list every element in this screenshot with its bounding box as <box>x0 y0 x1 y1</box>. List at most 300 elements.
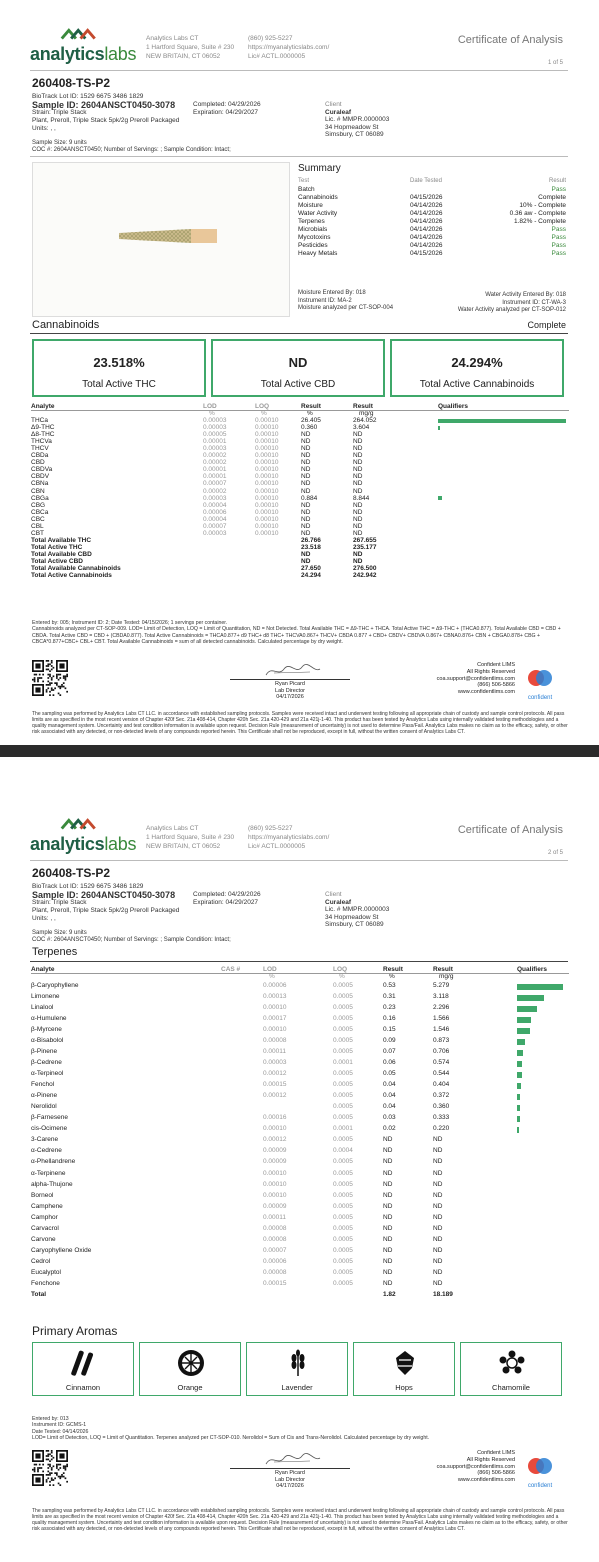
analyte-name: CBDV <box>31 473 50 481</box>
result-percent: ND <box>301 515 311 523</box>
table-row <box>31 424 571 431</box>
result-percent: ND <box>383 1147 393 1155</box>
table-row <box>31 1256 571 1267</box>
cinnamon-icon <box>69 1347 99 1379</box>
result-percent: ND <box>301 508 311 516</box>
summary-result: Pass <box>551 250 566 257</box>
table-row <box>31 1090 571 1101</box>
result-bar <box>517 1105 520 1111</box>
summary-test: Batch <box>298 186 315 193</box>
lab-contact: (860) 925-5227 https://myanalyticslabs.com/ Lic# ACTL.0000005 <box>248 35 330 60</box>
summary-row <box>298 250 566 258</box>
analyte-name: CBC <box>31 515 45 523</box>
loq-value: 0.0005 <box>333 1158 353 1166</box>
result-mg: ND <box>433 1136 443 1144</box>
total-name: Total Active THC <box>31 543 83 551</box>
result-percent: ND <box>301 438 311 446</box>
result-mg: 3.604 <box>353 424 370 432</box>
result-mg: ND <box>433 1169 443 1177</box>
loq-value: 0.0005 <box>333 1048 353 1056</box>
table-header <box>31 966 571 973</box>
table-header <box>31 403 571 410</box>
result-mg: ND <box>353 452 363 460</box>
summary-test: Heavy Metals <box>298 250 338 257</box>
loq-value: 0.0005 <box>333 1169 353 1177</box>
disclaimer: The sampling was performed by Analytics Labs CT LLC. in accordance with established sampling protocols. Samples were received intact and underwent testing following all appropriate chain of custody and sample control protocols. All pass limits are as specified in the most recent version of Chapter 420f Sec. 21a 408-414, Chapter 420h Sec. 21a 420-429 and 21a 421j-1-40. This product has been tested by Analytics Labs using internally validated testing methodologies and a quality management system. Uncertainty and test condition information is available upon request. Decision Rule (measurement of uncertainty) is not used to determine Pass/Fail. Analytics Labs makes no claim as to the efficacy, safety, or other risk associated with any detected, or non-detected levels of any compounds reported herein. This Certificate shall not be reproduced, except in full, without the written consent of Analytics Labs CT. <box>32 711 568 735</box>
table-row <box>31 431 571 438</box>
analyte-name: Carvacrol <box>31 1224 59 1232</box>
total-mg: 18.189 <box>433 1290 453 1298</box>
confident-logo: confident <box>520 668 560 702</box>
total-mg: 267.655 <box>353 536 377 544</box>
result-percent: 0.03 <box>383 1114 396 1122</box>
result-percent: ND <box>383 1191 393 1199</box>
signatory: Ryan Picard Lab Director 04/17/2026 <box>275 1470 305 1489</box>
summary-test: Microbials <box>298 226 328 233</box>
table-row <box>31 480 571 487</box>
loq-value: 0.0001 <box>333 1125 353 1133</box>
result-mg: ND <box>353 466 363 474</box>
batch-id: 260408-TS-P2 <box>32 76 111 90</box>
loq-value: 0.0005 <box>333 1235 353 1243</box>
lod-value: 0.00003 <box>203 494 227 502</box>
table-row <box>31 1068 571 1079</box>
analyte-name: CBNa <box>31 480 49 488</box>
summary-row <box>298 202 566 210</box>
column-header: LOQ <box>255 403 270 410</box>
total-percent: 23.518 <box>301 543 321 551</box>
divider <box>30 156 568 157</box>
loq-value: 0.0005 <box>333 1246 353 1254</box>
summary-result: Complete <box>538 194 566 201</box>
table-row <box>31 1112 571 1123</box>
loq-value: 0.0001 <box>333 1059 353 1067</box>
result-percent: 26.405 <box>301 417 321 424</box>
lod-value: 0.00006 <box>203 508 227 516</box>
column-header: Analyte <box>31 403 55 410</box>
column-header: Analyte <box>31 966 55 973</box>
result-percent: ND <box>383 1268 393 1276</box>
result-percent: 0.15 <box>383 1026 396 1034</box>
summary-row <box>298 186 566 194</box>
signatory: Ryan Picard Lab Director 04/17/2026 <box>275 681 305 700</box>
table-row <box>31 1267 571 1278</box>
loq-value: 0.00010 <box>255 431 279 439</box>
result-percent: 0.16 <box>383 1015 396 1023</box>
table-row <box>31 1013 571 1024</box>
analyte-name: α-Pinene <box>31 1092 58 1100</box>
result-percent: 0.09 <box>383 1037 396 1045</box>
result-percent: 0.23 <box>383 1004 396 1012</box>
result-mg: ND <box>353 508 363 516</box>
result-bar <box>517 1061 522 1067</box>
table-row <box>31 530 571 537</box>
doc-title: Certificate of Analysis <box>457 824 563 836</box>
result-mg: 0.544 <box>433 1070 450 1078</box>
total-mg: 235.177 <box>353 543 377 551</box>
loq-value: 0.0004 <box>333 1147 353 1155</box>
result-mg: ND <box>433 1213 443 1221</box>
summary-panel <box>298 163 566 258</box>
table-row <box>31 438 571 445</box>
total-mg: 276.500 <box>353 565 377 573</box>
table-row <box>31 488 571 495</box>
unit-label: % <box>269 973 275 980</box>
summary-date: 04/14/2026 <box>410 210 443 217</box>
result-percent: ND <box>383 1246 393 1254</box>
coa-page-1 <box>0 0 599 745</box>
loq-value: 0.0005 <box>333 1202 353 1210</box>
aroma-label: Lavender <box>281 1383 313 1392</box>
table-row <box>31 509 571 516</box>
result-mg: 0.360 <box>433 1103 450 1111</box>
summary-result: 1.82% - Complete <box>513 218 566 225</box>
result-mg: ND <box>353 438 363 446</box>
page-separator <box>0 745 599 790</box>
loq-value: 0.0005 <box>333 1213 353 1221</box>
result-percent: 0.04 <box>383 1103 396 1111</box>
table-row <box>31 473 571 480</box>
table-row <box>31 1079 571 1090</box>
result-bar <box>517 1094 520 1100</box>
aroma-card <box>32 1342 134 1396</box>
unit-label: mg/g <box>439 973 454 980</box>
lod-value: 0.00004 <box>203 501 227 509</box>
analyte-name: CBD <box>31 459 45 467</box>
summary-result: 0.36 aw - Complete <box>509 210 566 217</box>
lod-value: 0.00001 <box>203 466 227 474</box>
loq-value: 0.00010 <box>255 508 279 516</box>
lod-value: 0.00003 <box>203 445 227 453</box>
analyte-name: CBG <box>31 501 46 509</box>
result-bar <box>517 1072 522 1078</box>
loq-value: 0.00010 <box>255 417 279 424</box>
result-mg: ND <box>433 1257 443 1265</box>
units-row <box>31 973 571 980</box>
table-row <box>31 1156 571 1167</box>
aroma-label: Hops <box>395 1383 413 1392</box>
lod-value: 0.00012 <box>263 1070 287 1078</box>
units-row <box>31 410 571 417</box>
loq-value: 0.00010 <box>255 494 279 502</box>
result-mg: 0.220 <box>433 1125 450 1133</box>
lod-value: 0.00003 <box>203 424 227 432</box>
result-mg: 3.118 <box>433 993 449 1001</box>
analyte-name: β-Myrcene <box>31 1026 62 1034</box>
result-mg: ND <box>433 1191 443 1199</box>
loq-value: 0.00010 <box>255 515 279 523</box>
confident-logo-icon <box>520 668 560 690</box>
result-percent: ND <box>301 452 311 460</box>
analyte-name: β-Caryophyllene <box>31 982 79 989</box>
column-header: LOD <box>263 966 277 973</box>
column-header: Result <box>301 403 321 410</box>
terpene-footnote: Entered by: 013 Instrument ID: GCMS-1 Date Tested: 04/14/2026 LOD= Limit of Detection, LOQ = Limit of Quantitation. Terpenes analyzed per CT-SOP-010. Nerolidol = Sum of Cis and Trans-Nerolidol. Calculated percentage by dry weight. <box>32 1416 430 1441</box>
result-percent: 0.04 <box>383 1092 396 1100</box>
analyte-name: cis-Ocimene <box>31 1125 68 1133</box>
analyte-name: Linalool <box>31 1004 54 1012</box>
lod-value: 0.00010 <box>263 1125 287 1133</box>
page-number: 1 of 5 <box>547 60 563 66</box>
column-header: Result <box>383 966 403 973</box>
result-mg: 1.546 <box>433 1026 450 1034</box>
summary-test: Moisture <box>298 202 323 209</box>
result-percent: 0.53 <box>383 982 396 989</box>
result-mg: ND <box>433 1158 443 1166</box>
table-row <box>31 1245 571 1256</box>
loq-value: 0.0005 <box>333 1114 353 1122</box>
analyte-name: Carvone <box>31 1235 56 1243</box>
cannabinoid-footnote: Entered by: 005; Instrument ID: 2; Date Tested: 04/15/2026; 1 servings per container. Cannabinoids analyzed per CT-SOP-009. LOD= Limit of Detection, LOQ = Limit of Quantitation, ND = Not Detected. Total Available THC = Δ9-THC + THCA. Total Active THC = Δ9-THC + (THCA0.877). Total Available CBD = CBD + CBDA. Total Active CBD = CBD + (CBDA0.877). Total Active Cannabinoids = THCA0.877+ d9 THC+ d8 THC+ THCVA0.867+ THCV+ CBDA 0.877 + CBD+ CBDV+ CBDVA 0.867+ CBNA0.876+ CBN + CBGA0.878+ CBG + CBCA*0.877+CBC+ CBL+ CBT. Total Available Cannabinoids = sum of all detected cannabinoids. Calculated percentage by dry weight. <box>32 620 561 645</box>
lod-value: 0.00016 <box>263 1114 287 1122</box>
total-row <box>31 558 571 565</box>
table-row <box>31 1134 571 1145</box>
result-mg: ND <box>353 480 363 488</box>
lavender-icon <box>283 1347 313 1379</box>
signature-line <box>230 1468 350 1469</box>
result-mg: 1.566 <box>433 1015 450 1023</box>
aroma-card <box>246 1342 348 1396</box>
lod-value: 0.00006 <box>263 982 287 989</box>
lod-value: 0.00002 <box>203 487 227 495</box>
loq-value: 0.0005 <box>333 1092 353 1100</box>
analyte-name: Δ8-THC <box>31 431 55 439</box>
total-name: Total Available Cannabinoids <box>31 565 121 573</box>
summary-test: Mycotoxins <box>298 234 331 241</box>
loq-value: 0.00010 <box>255 438 279 446</box>
result-mg: ND <box>353 515 363 523</box>
result-bar <box>517 1028 530 1034</box>
result-percent: ND <box>383 1180 393 1188</box>
loq-value: 0.00010 <box>255 445 279 453</box>
lod-value: 0.00011 <box>263 1213 287 1221</box>
lod-value: 0.00002 <box>203 459 227 467</box>
total-name: Total <box>31 1290 47 1298</box>
hops-icon <box>390 1347 420 1379</box>
analyte-name: CBT <box>31 529 44 537</box>
table-row <box>31 1234 571 1245</box>
lod-value: 0.00001 <box>203 438 227 446</box>
result-mg: ND <box>353 522 363 530</box>
client-info: Client Curaleaf Lic. # MMPR.0000003 34 Hopmeadow St Simsbury, CT 06089 <box>325 891 390 928</box>
result-percent: 0.02 <box>383 1125 396 1133</box>
table-row <box>31 516 571 523</box>
result-bar <box>517 1006 537 1012</box>
total-mg: ND <box>353 558 363 565</box>
result-bar <box>517 1116 520 1122</box>
logo-text: analyticslabs <box>30 44 137 64</box>
summary-result: Pass <box>551 242 566 249</box>
result-mg: 0.574 <box>433 1059 450 1067</box>
summary-date: 04/14/2026 <box>410 234 443 241</box>
table-row <box>31 523 571 530</box>
loq-value: 0.00010 <box>255 466 279 474</box>
moisture-info: Moisture Entered By: 018 Instrument ID: MA-2 Moisture analyzed per CT-SOP-004 <box>298 290 394 311</box>
result-bar <box>517 1039 525 1045</box>
summary-header: Test Date Tested Result <box>298 178 566 184</box>
unit-label: % <box>307 410 313 417</box>
analyte-name: α-Terpineol <box>31 1070 64 1078</box>
table-row <box>31 502 571 509</box>
coa-page-2 <box>0 790 599 1562</box>
analyte-name: CBDVa <box>31 466 53 474</box>
result-mg: 8.844 <box>353 494 370 502</box>
lod-value: 0.00007 <box>263 1246 287 1254</box>
analyte-name: Camphene <box>31 1202 63 1210</box>
table-row <box>31 466 571 473</box>
batch-id: 260408-TS-P2 <box>32 866 111 880</box>
result-bar <box>517 1017 531 1023</box>
result-bar <box>438 419 566 423</box>
analyte-name: alpha-Thujone <box>31 1180 73 1188</box>
column-header: CAS # <box>221 966 241 973</box>
result-mg: ND <box>433 1180 443 1188</box>
aroma-label: Orange <box>177 1383 203 1392</box>
analyte-name: Δ9-THC <box>31 424 55 432</box>
signature-icon <box>262 1452 322 1468</box>
primary-aromas-title: Primary Aromas <box>32 1324 118 1338</box>
logo-text: analyticslabs <box>30 834 137 854</box>
signature-line <box>230 679 350 680</box>
preroll-image-icon <box>119 227 219 245</box>
lod-value: 0.00012 <box>263 1136 287 1144</box>
column-header: LOD <box>203 403 217 410</box>
lab-address: Analytics Labs CT 1 Hartford Square, Suite # 230 NEW BRITAIN, CT 06052 <box>146 35 235 60</box>
result-bar <box>517 995 544 1001</box>
loq-value: 0.0005 <box>333 1015 353 1023</box>
lod-value: 0.00002 <box>203 452 227 460</box>
doc-title: Certificate of Analysis <box>457 34 563 46</box>
table-row <box>31 1046 571 1057</box>
analyte-name: CBGa <box>31 494 49 502</box>
header-rule <box>31 973 569 974</box>
lod-value: 0.00010 <box>263 1169 287 1177</box>
confident-logo-icon <box>520 1456 560 1478</box>
kpi-total-cbd: ND Total Active CBD <box>211 339 385 397</box>
sample-size: Sample Size: 9 units COC #: 2604ANSCT0450; Number of Servings: ; Sample Condition: Intact; <box>32 140 231 153</box>
total-row <box>31 544 571 551</box>
loq-value: 0.00010 <box>255 459 279 467</box>
loq-value: 0.0005 <box>333 993 353 1001</box>
lod-value: 0.00003 <box>203 417 227 424</box>
table-row <box>31 1123 571 1134</box>
summary-test: Water Activity <box>298 210 338 217</box>
lod-value: 0.00005 <box>203 431 227 439</box>
summary-title: Summary <box>298 163 341 174</box>
aroma-label: Chamomile <box>492 1383 530 1392</box>
lod-value: 0.00008 <box>263 1235 287 1243</box>
analyte-name: Eucalyptol <box>31 1268 61 1276</box>
summary-date: 04/15/2026 <box>410 194 443 201</box>
loq-value: 0.0005 <box>333 1136 353 1144</box>
result-mg: ND <box>433 1147 443 1155</box>
result-mg: 264.052 <box>353 417 377 424</box>
lod-value: 0.00007 <box>203 480 227 488</box>
result-percent: ND <box>383 1169 393 1177</box>
result-percent: ND <box>383 1202 393 1210</box>
summary-row <box>298 234 566 242</box>
result-percent: ND <box>301 529 311 537</box>
result-mg: ND <box>433 1235 443 1243</box>
table-row <box>31 1179 571 1190</box>
result-mg: ND <box>353 431 363 439</box>
result-bar <box>438 496 442 500</box>
lod-value: 0.00015 <box>263 1279 287 1287</box>
analyte-name: THCa <box>31 417 48 424</box>
table-row <box>31 1190 571 1201</box>
table-row <box>31 1002 571 1013</box>
summary-date: 04/14/2026 <box>410 226 443 233</box>
analyte-name: Limonene <box>31 993 60 1001</box>
summary-result: Pass <box>551 234 566 241</box>
client-info: Client Curaleaf Lic. # MMPR.0000003 34 Hopmeadow St Simsbury, CT 06089 <box>325 101 390 138</box>
unit-label: % <box>339 973 345 980</box>
table-row <box>31 459 571 466</box>
total-percent: 26.766 <box>301 536 321 544</box>
table-row <box>31 1278 571 1289</box>
loq-value: 0.00010 <box>255 452 279 460</box>
result-percent: ND <box>301 466 311 474</box>
cannabinoids-title: Cannabinoids <box>32 319 100 331</box>
total-percent: 24.294 <box>301 572 321 580</box>
loq-value: 0.0005 <box>333 1279 353 1287</box>
result-mg: ND <box>353 487 363 495</box>
analyte-name: 3-Carene <box>31 1136 59 1144</box>
column-header: Result <box>433 966 453 973</box>
unit-label: % <box>261 410 267 417</box>
sample-info: BioTrack Lot ID: 1529 6675 3486 1829 Sample ID: 2604ANSCT0450-3078 Strain: Triple Stack Plant, Preroll, Triple Stack 5pk/2g Preroll Packaged Units: , , <box>32 93 180 132</box>
result-mg: ND <box>353 473 363 481</box>
unit-label: % <box>389 973 395 980</box>
total-percent: 27.650 <box>301 565 321 573</box>
result-bar <box>517 1127 519 1133</box>
total-name: Total Available CBD <box>31 550 92 558</box>
table-row <box>31 417 571 424</box>
lod-value: 0.00017 <box>263 1015 287 1023</box>
result-mg: ND <box>433 1246 443 1254</box>
divider <box>30 333 568 334</box>
table-row <box>31 980 571 991</box>
result-bar <box>438 426 440 430</box>
disclaimer: The sampling was performed by Analytics Labs CT LLC. in accordance with established sampling protocols. Samples were received intact and underwent testing following all appropriate chain of custody and sample control protocols. All pass limits are as specified in the most recent version of Chapter 420f Sec. 21a 408-414, Chapter 420h Sec. 21a 420-429 and 21a 421j-1-40. This product has been tested by Analytics Labs using internally validated testing methodologies and a quality management system. Uncertainty and test condition information is available upon request. Decision Rule (measurement of uncertainty) is not used to determine Pass/Fail. Analytics Labs makes no claim as to the efficacy, safety, or other risk associated with any detected, or non-detected levels of any compounds reported herein. This Certificate shall not be reproduced, except in full, without the written consent of Analytics Labs CT. <box>32 1508 568 1532</box>
loq-value: 0.0005 <box>333 1026 353 1034</box>
summary-row <box>298 242 566 250</box>
analyte-name: β-Cedrene <box>31 1059 62 1067</box>
result-percent: 0.05 <box>383 1070 396 1078</box>
lod-value: 0.00001 <box>203 473 227 481</box>
loq-value: 0.0005 <box>333 1224 353 1232</box>
column-header: Result <box>353 403 373 410</box>
result-percent: ND <box>383 1213 393 1221</box>
analyte-name: Camphor <box>31 1213 58 1221</box>
water-activity-info: Water Activity Entered By: 018 Instrument ID: CT-WA-3 Water Activity analyzed per CT-SOP-012 <box>457 292 566 313</box>
table-row <box>31 495 571 502</box>
table-row <box>31 1168 571 1179</box>
result-percent: ND <box>383 1158 393 1166</box>
summary-test: Terpenes <box>298 218 325 225</box>
total-mg: ND <box>353 550 363 558</box>
result-mg: ND <box>433 1279 443 1287</box>
analyte-name: Nerolidol <box>31 1103 57 1111</box>
lod-value: 0.00012 <box>263 1092 287 1100</box>
total-row <box>31 572 571 579</box>
lod-value: 0.00007 <box>203 522 227 530</box>
analyte-name: β-Farnesene <box>31 1114 68 1122</box>
analyte-name: α-Phellandrene <box>31 1158 76 1166</box>
cannabinoids-status: Complete <box>527 320 566 330</box>
lod-value: 0.00009 <box>263 1202 287 1210</box>
summary-date: 04/14/2026 <box>410 218 443 225</box>
